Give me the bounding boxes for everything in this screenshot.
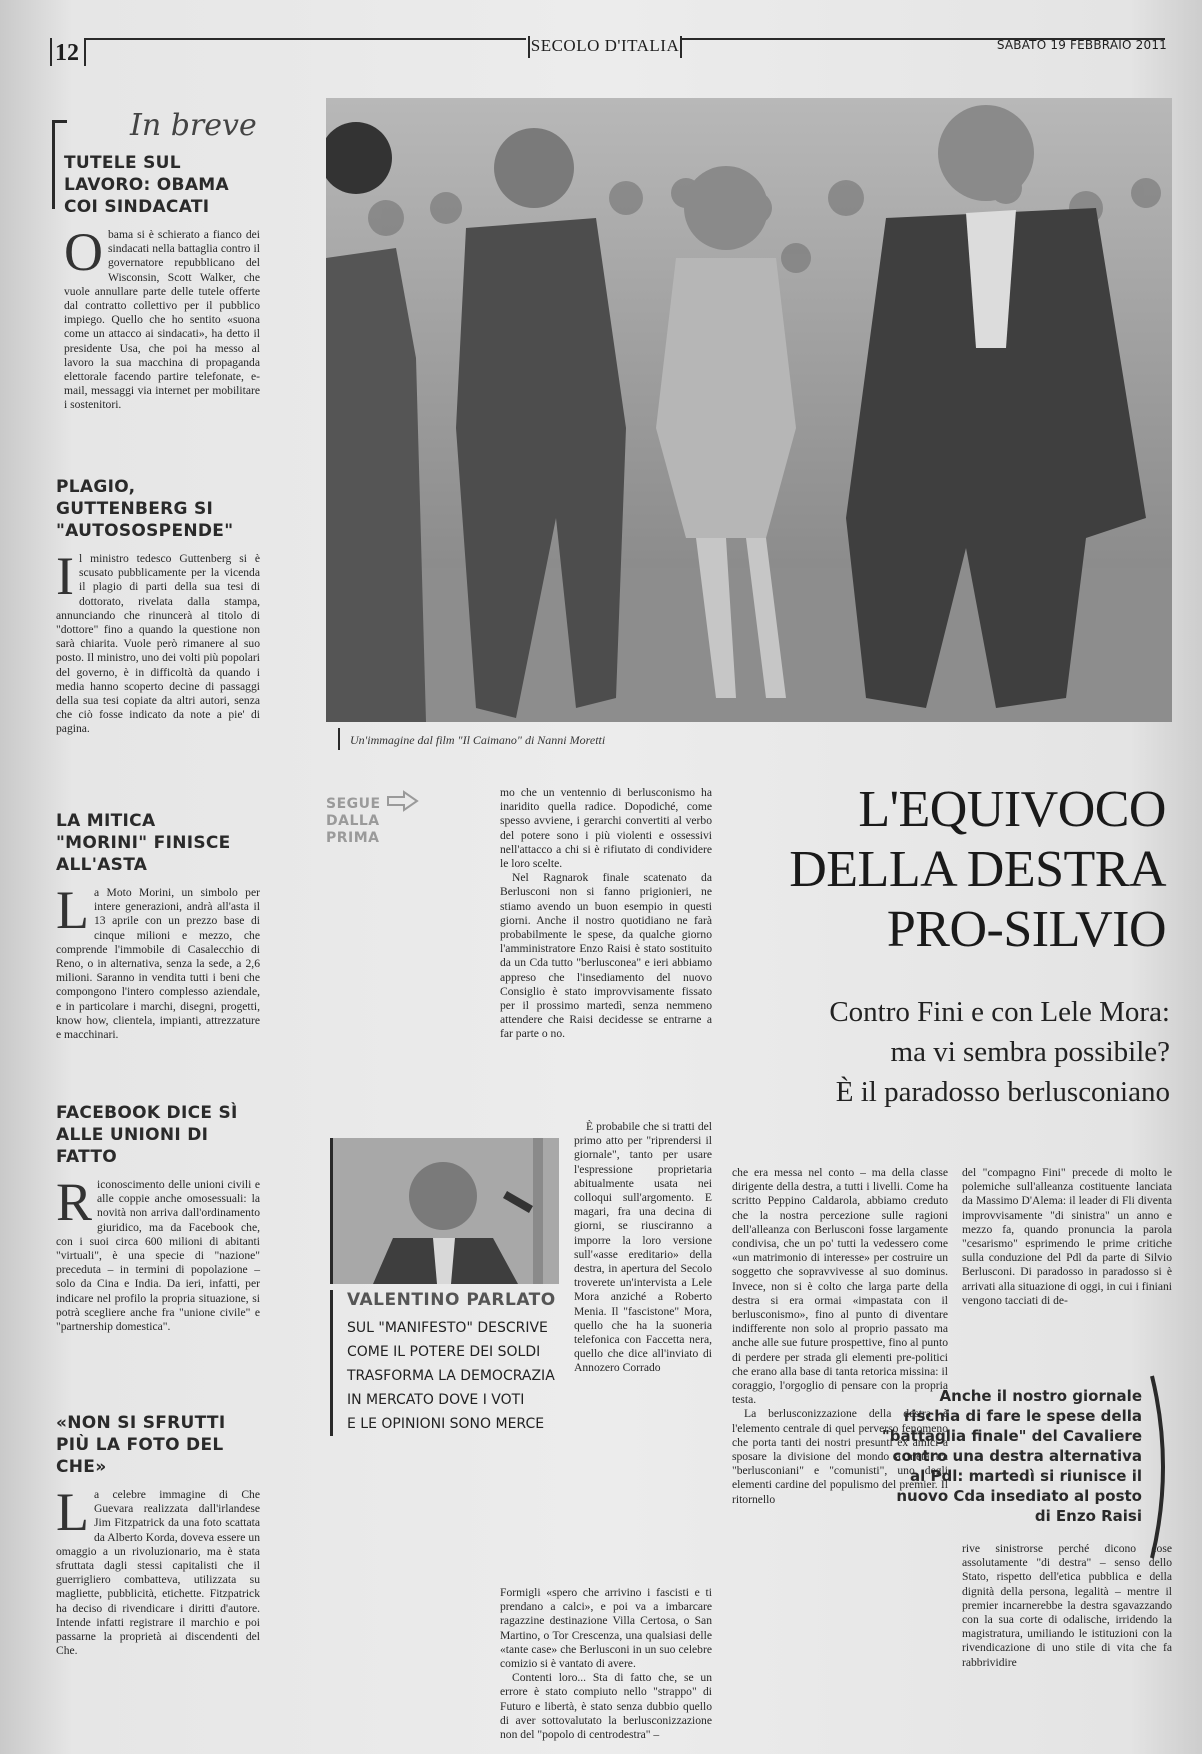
pull-quote: Anche il nostro giornale rischia di fare le spese della "battaglia finale" del Cavaliere contro una destra alternativa al Pdl: martedì si riunisce il nuovo Cda insediato al posto di Enzo Raisi — [881, 1387, 1142, 1525]
brief-text: bama si è schierato a fianco dei sindacati nella battaglia contro il governatore repubblicano del Wisconsin, Scott Walker, che vuole annullare parte delle tutele offerte dal contratto collettivo per il pubblico impiego. Quello che ho sentito «suona come un attacco ai sindacati», ha detto il presidente Usa, che poi ha messo al lavoro la sua macchina di propaganda elettorale facendo partire telefonate, e-mail, messaggi via internet per mobilitare i sostenitori. — [64, 228, 260, 412]
author-desc-line: SUL "MANIFESTO" DESCRIVE — [347, 1320, 548, 1336]
drop-cap: L — [56, 880, 89, 940]
brief-headline: TUTELE SUL LAVORO: OBAMA COI SINDACATI — [64, 153, 229, 217]
brief-item — [56, 476, 260, 737]
main-photo — [326, 98, 1172, 722]
headline-line: PRO-SILVIO — [886, 901, 1166, 958]
pullquote-bracket — [1148, 1372, 1178, 1562]
article-col1-top — [500, 786, 712, 1042]
segue-line: DALLA — [326, 813, 380, 829]
article-paragraph: È probabile che si tratti del primo atto per "riprendersi il giornale", tanto per usare l'espressione proprietaria abitualmente usata nei colloqui sull'argomento. E magari, fra una decina di giorni, se riusciranno a imporre la loro versione sull'«asse ereditario» della destra, in apertura del Secolo troverete un'intervista a Lele Mora anziché a Roberto Menia. Il "fascistone" Mora, quello che ha la suoneria telefonica con Faccetta nera, quello che dice all'inviato di Annozero Corrado — [574, 1120, 712, 1375]
arrow-right-icon — [386, 790, 420, 812]
brief-body — [64, 222, 260, 413]
photo-caption: Un'immagine dal film "Il Caimano" di Nanni Moretti — [350, 733, 606, 747]
brief-body — [56, 880, 260, 1042]
segue-label — [326, 796, 381, 847]
sidebar-in-breve — [52, 108, 260, 1732]
subhead-line: È il paradosso berlusconiano — [835, 1076, 1170, 1108]
article-paragraph: del "compagno Fini" precede di molto le polemiche sull'alleanza costituente lanciata da Massimo D'Alema: il leader di Fli diventa improvvisamente "di sinistra" un anno e mezzo fa, quando pronuncia la parola "cesarismo" esprimendo le prime critiche sulla conduzione del Pdl da parte di Silvio Berlusconi. Di paradosso in paradosso si è arrivati alla situazione di oggi, in cui i finiani vengono tacciati di de- — [962, 1166, 1172, 1307]
brief-headline: FACEBOOK DICE SÌ ALLE UNIONI DI FATTO — [56, 1103, 238, 1167]
author-desc-line: E LE OPINIONI SONO MERCE — [347, 1416, 545, 1432]
drop-cap: R — [56, 1172, 93, 1232]
article-paragraph: che era messa nel conto – ma della classe dirigente della destra, a tutti i livelli. Come ha scritto Peppino Caldarola, abbiamo creduto che la nostra percezione sulle ragioni dell'alleanza con Berlusconi fosse largamente condivisa, che un po' tutti la vedessero come «un matrimonio di interesse» per costruire un soggetto che sopravvivesse al suo dominus. Invece, non si è colto che larga parte della destra si era ormai «impastata con il berlusconismo», fino al punto di diventare indifferente non solo al proprio passato ma anche alle sue future prospettive, fino al punto di perdere per strada gli elementi pre-politici che erano alla base di tanta retorica missina: il coraggio, l'orgoglio di pensare con la propria testa. — [732, 1166, 948, 1407]
brief-body — [56, 1482, 260, 1658]
subhead-line: Contro Fini e con Lele Mora: — [829, 996, 1170, 1028]
subheadline — [726, 992, 1170, 1112]
author-desc-line: COME IL POTERE DEI SOLDI — [347, 1344, 541, 1360]
article-col1-narrow — [574, 1120, 712, 1376]
headline-line: L'EQUIVOCO — [858, 781, 1166, 838]
brief-item — [56, 1102, 260, 1334]
brief-text: iconoscimento delle unioni civili e alle coppie anche omosessuali: la novità non arriva dall'ordinamento giuridico, ma da Facebook che, con i suoi circa 600 milioni di abitanti "virtuali", è una specie di "nazione" preceduta – in termini di popolazione – solo da Cina e India. Da ieri, infatti, per indicare nel profilo la propria situazione, si potrà scegliere anche fra "unione civile" e "partnership domestica". — [56, 1178, 260, 1334]
author-name: VALENTINO PARLATO — [347, 1290, 556, 1310]
drop-cap: L — [56, 1482, 89, 1542]
author-box — [330, 1290, 573, 1436]
brief-text: a celebre immagine di Che Guevara realizzata dall'irlandese Jim Fitzpatrick da una foto scattata da Alberto Korda, doveva essere un omaggio a un rivoluzionario, ma è stata sfruttata dagli stessi capitalisti che il guerrigliero combatteva, utilizzata su magliette, pubblicità, etichette. Fitzpatrick ha deciso di rivendicare i diritti d'autore. Intende infatti registrare il marchio e poi passarne la proprietà ai discendenti del Che. — [56, 1488, 260, 1658]
brief-body — [56, 1172, 260, 1334]
article-col3-bottom — [962, 1542, 1172, 1670]
article-paragraph: La berlusconizzazione della destra è l'elemento centrale di quel perverso fenomeno che porta tanti dei nostri presunti ex amici a sposare la divisione del mondo a metà tra "berlusconiani" e "comunisti", uno degli elementi cardine del populismo del premier. Il ritornello — [732, 1407, 948, 1506]
brief-headline: «NON SI SFRUTTI PIÙ LA FOTO DEL CHE» — [56, 1413, 226, 1477]
portrait-illustration — [333, 1138, 559, 1284]
segue-line: PRIMA — [326, 830, 380, 846]
page-number: 12 — [50, 38, 86, 66]
article-paragraph: Contenti loro... Sta di fatto che, se un errore è stato compiuto nello "strappo" di Futuro e libertà, è stato senza dubbio quello di aver sottovalutato la berlusconizzazione non del "popolo di centrodestra" – — [500, 1671, 712, 1742]
article-col3-top — [962, 1166, 1172, 1308]
brief-item — [56, 1412, 260, 1658]
photo-illustration — [326, 98, 1172, 722]
masthead: SECOLO D'ITALIA — [528, 36, 682, 58]
section-label: In breve — [130, 108, 257, 143]
segue-line: SEGUE — [326, 796, 381, 812]
author-desc-line: IN MERCATO DOVE I VOTI — [347, 1392, 525, 1408]
article-paragraph: mo che un ventennio di berlusconismo ha inaridito quella radice. Dopodiché, come spesso avviene, i gerarchi convertiti al verbo del potere sono i più violenti e ossessivi nell'attacco a chi si è rifiutato di condividere le loro scelte. — [500, 786, 712, 871]
brief-item — [64, 152, 260, 413]
headline-line: DELLA DESTRA — [789, 841, 1166, 898]
brief-body — [56, 546, 260, 737]
caption-rule — [338, 728, 340, 750]
brief-text: l ministro tedesco Guttenberg si è scusato pubblicamente per la vicenda il plagio di parti della sua tesi di dottorato, rivelata dalla stampa, annunciando che rinuncerà al titolo di "dottore" fino a quando la questione non sarà chiarita. Vuole però rimanere al suo posto. Il ministro, uno dei volti più popolari del governo, è in difficoltà da quando i media hanno scoperto decine di passaggi della sua tesi copiate da altri autori, senza che ciò fosse indicato da note a pie' di pagina. — [56, 552, 260, 736]
brief-text: a Moto Morini, un simbolo per intere generazioni, andrà all'asta il 13 aprile con un prezzo base di cinque milioni e mezzo, che comprende l'immobile di Casalecchio di Reno, o in alternativa, senza la sede, a 2,6 milioni. Saranno in vendita tutti i beni che compongono l'intero complesso aziendale, e in particolare i marchi, disegni, progetti, know how, clientela, impianti, attrezzature e macchinari. — [56, 886, 260, 1042]
brief-item — [56, 810, 260, 1042]
drop-cap: I — [56, 546, 74, 606]
page-date: SABATO 19 FEBBRAIO 2011 — [996, 38, 1167, 52]
main-headline — [726, 780, 1166, 960]
brief-headline: LA MITICA "MORINI" FINISCE ALL'ASTA — [56, 811, 231, 875]
author-desc-line: TRASFORMA LA DEMOCRAZIA — [347, 1368, 555, 1384]
subhead-line: ma vi sembra possibile? — [890, 1036, 1170, 1068]
article-paragraph: rive sinistrorse perché dicono cose assolutamente "di destra" – senso dello Stato, rispetto dell'etica pubblica e della dignità della persona, legalità – mentre il premier incarnerebbe la destra sgavazzando con la sua corte di odalische, irridendo la magistratura, umiliando le istituzioni con la rivendicazione di uno stile di vita che fa rabbrividire — [962, 1542, 1172, 1669]
article-paragraph: Nel Ragnarok finale scatenato da Berlusconi non si fanno prigionieri, ne stiamo avendo un buon esempio in questi giorni. Anche il nostro quotidiano ne farà probabilmente le spese, da qualche giorno l'amministratore Enzo Raisi è stato sostituito da un Cda tutto "berlusconea" e ieri abbiamo appreso che l'insediamento del nuovo Consiglio è stato improvvisamente fissato per il prossimo martedì, senza nemmeno attendere che Raisi decidesse se entrarne a far parte o no. — [500, 871, 712, 1041]
author-photo — [330, 1138, 559, 1284]
article-col1-bottom — [500, 1586, 712, 1742]
brief-headline: PLAGIO, GUTTENBERG SI "AUTOSOSPENDE" — [56, 477, 234, 541]
article-paragraph: Formigli «spero che arrivino i fascisti e ti prendano a calci», e poi va a imbarcare ragazzine destinazione Villa Certosa, o San Martino, o Tor Crescenza, una qualsiasi delle «tante case» che Berlusconi in un suo celebre comizio si è vantato di avere. — [500, 1586, 712, 1671]
header-rule-left — [84, 38, 526, 40]
drop-cap: O — [64, 222, 103, 282]
